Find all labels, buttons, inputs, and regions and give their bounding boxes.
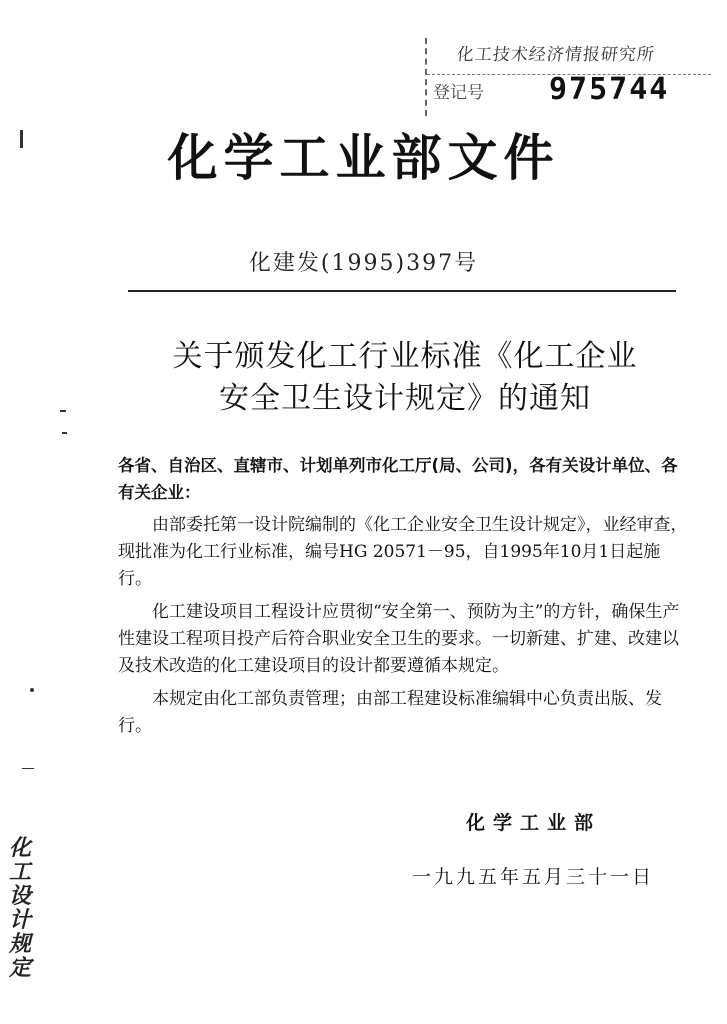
header-divider xyxy=(128,290,676,292)
stamp-organization: 化工技术经济情报研究所 xyxy=(455,45,656,65)
notice-title xyxy=(0,336,727,420)
notice-title-line-2: 安全卫生设计规定》的通知 xyxy=(219,381,591,416)
stamp-registration-label: 登记号 xyxy=(433,83,484,103)
scan-speck xyxy=(60,410,66,412)
scan-speck xyxy=(22,768,34,769)
scan-speck xyxy=(20,130,23,148)
document-number: 化建发(1995)397号 xyxy=(248,251,479,276)
body-paragraph-2: 化工建设项目工程设计应贯彻“安全第一、预防为主”的方针，确保生产性建设工程项目投产后符合职业安全卫生的要求。一切新建、扩建、改建以及技术改造的化工建设项目的设计都要遵循本规定。 xyxy=(118,602,680,676)
body-paragraph-1: 由部委托第一设计院编制的《化工企业安全卫生设计规定》，业经审查，现批准为化工行业标准，编号HG 20571－95，自1995年10月1日起施行。 xyxy=(118,515,688,589)
handwritten-margin-note: 化工设计规定 xyxy=(8,835,31,981)
issue-date: 一九九五年五月三十一日 xyxy=(412,866,655,888)
addressee: 各省、自治区、直辖市、计划单列市化工厅(局、公司)，各有关设计单位、各有关企业： xyxy=(118,456,678,502)
notice-body xyxy=(118,452,690,740)
body-paragraph-3: 本规定由化工部负责管理；由部工程建设标准编辑中心负责出版、发行。 xyxy=(118,689,662,736)
notice-title-line-1: 关于颁发化工行业标准《化工企业 xyxy=(172,339,638,374)
scan-speck xyxy=(62,432,67,434)
issuer-signature: 化学工业部 xyxy=(466,812,602,834)
scan-speck xyxy=(30,688,34,692)
stamp-registration-number: 975744 xyxy=(549,72,670,107)
archive-stamp xyxy=(425,38,717,116)
document-header-title: 化学工业部文件 xyxy=(167,129,560,187)
